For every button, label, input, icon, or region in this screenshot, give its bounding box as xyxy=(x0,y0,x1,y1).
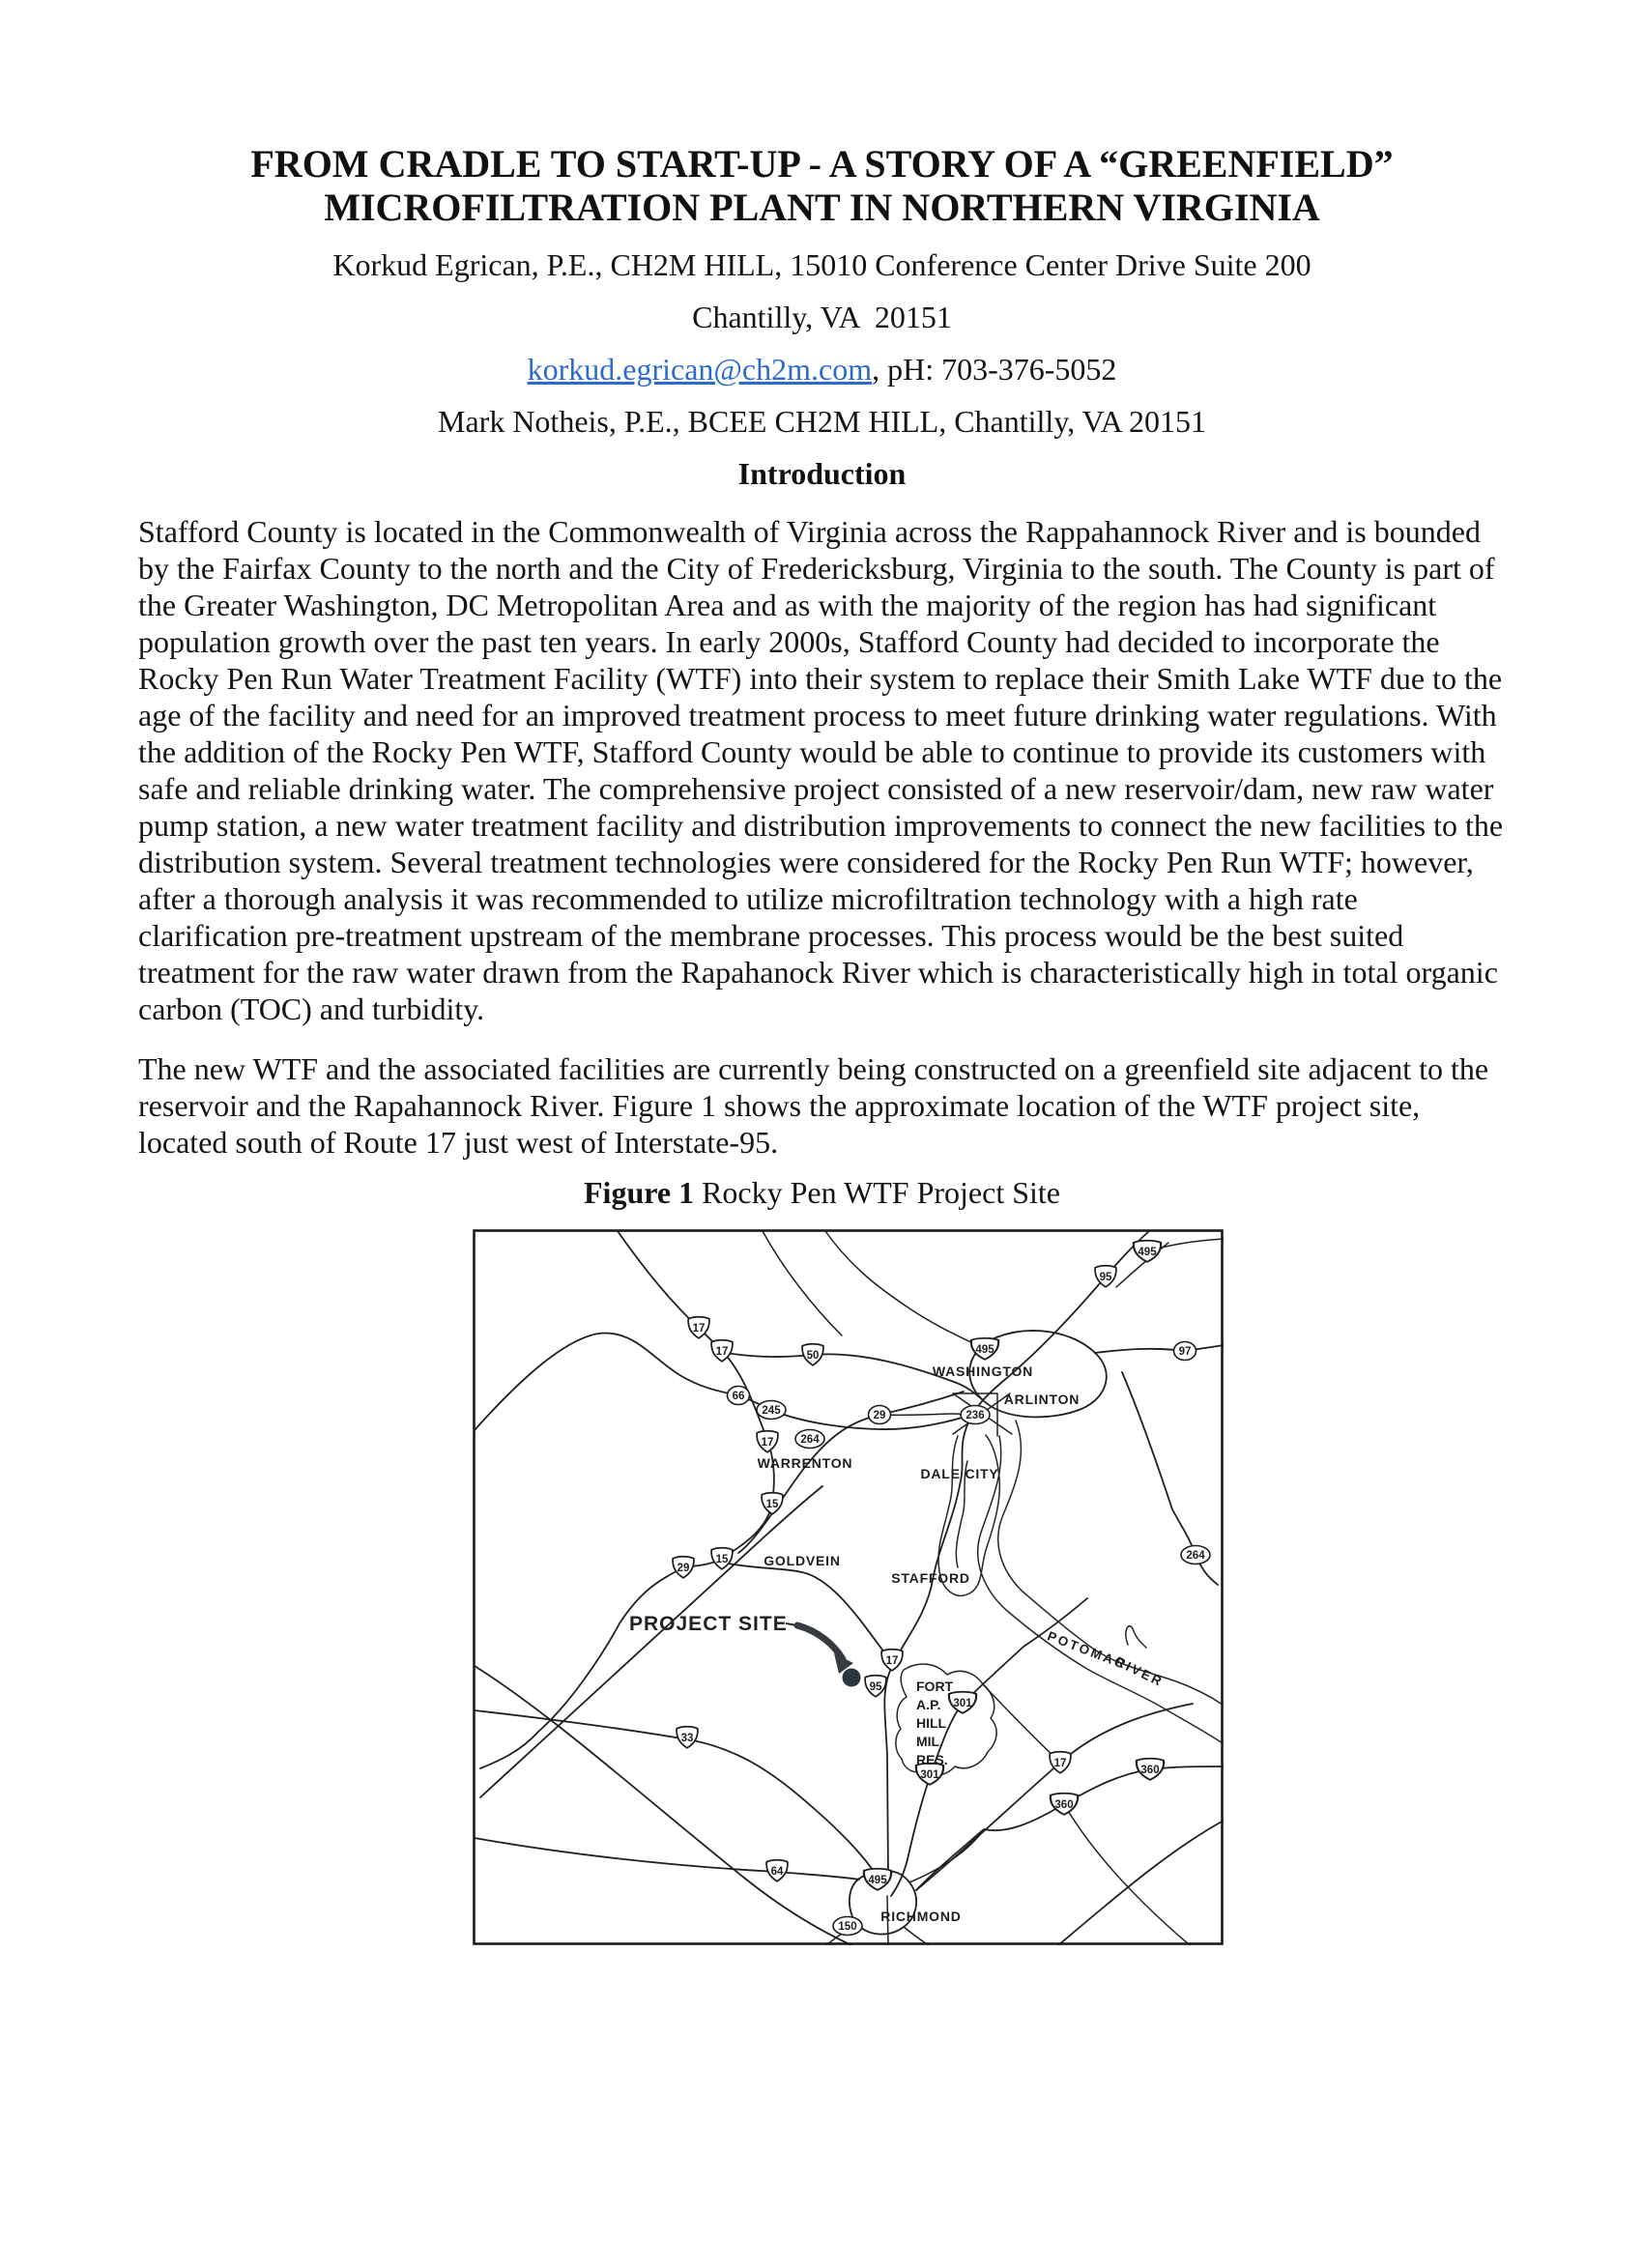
svg-text:236: 236 xyxy=(966,1410,985,1421)
river-label: POTOMAC xyxy=(1045,1628,1129,1673)
author-location: Chantilly, VA 20151 xyxy=(692,300,952,334)
svg-text:15: 15 xyxy=(765,1499,779,1510)
svg-text:495: 495 xyxy=(975,1344,994,1356)
section-heading-introduction: Introduction xyxy=(737,456,907,491)
svg-text:150: 150 xyxy=(838,1921,857,1933)
phone-text: , pH: 703-376-5052 xyxy=(872,352,1117,387)
figure-caption xyxy=(138,1174,1506,1211)
place-label-warrenton: WARRENTON xyxy=(757,1455,853,1471)
svg-text:29: 29 xyxy=(677,1563,690,1574)
figure-caption-label: Figure 1 xyxy=(584,1175,695,1210)
route-shield-33 xyxy=(677,1727,698,1748)
svg-text:97: 97 xyxy=(1178,1346,1192,1358)
route-shield-236 xyxy=(961,1406,990,1424)
route-shield-360 xyxy=(1051,1794,1078,1815)
svg-text:301: 301 xyxy=(953,1698,972,1709)
route-shield-29 xyxy=(869,1406,891,1424)
route-shield-95 xyxy=(1095,1266,1116,1287)
place-label-washington: WASHINGTON xyxy=(932,1364,1034,1379)
route-shield-264 xyxy=(1181,1546,1210,1565)
svg-text:495: 495 xyxy=(868,1875,887,1886)
svg-text:17: 17 xyxy=(885,1655,899,1667)
svg-text:360: 360 xyxy=(1140,1765,1160,1776)
fort-ap-hill-label-line: RES. xyxy=(916,1752,948,1767)
contact-line xyxy=(138,351,1506,388)
svg-text:301: 301 xyxy=(920,1769,939,1781)
map-route-shields xyxy=(673,1241,1210,1936)
map-svg xyxy=(473,1229,1224,1945)
figure-caption-text: Rocky Pen WTF Project Site xyxy=(694,1175,1060,1210)
place-label-stafford: STAFFORD xyxy=(891,1570,970,1586)
email-link[interactable]: korkud.egrican@ch2m.com xyxy=(527,352,873,387)
route-shield-245 xyxy=(757,1401,786,1420)
intro-paragraph-1: Stafford County is located in the Commonwealth of Virginia across the Rappahannock River and is bounded by the Fairfax County to the north and the City of Fredericksburg, Virginia to the south. The County is part of the Greater Washington, DC Metropolitan Area and as with the majority of the region has had significant population growth over the past ten years. In early 2000s, Stafford County had decided to incorporate the Rocky Pen Run Water Treatment Facility (WTF) into their system to replace their Smith Lake WTF due to the age of the facility and need for an improved treatment process to meet future drinking water regulations. With the addition of the Rocky Pen WTF, Stafford County would be able to continue to provide its customers with safe and reliable drinking water. The comprehensive project consisted of a new reservoir/dam, new raw water pump station, a new water treatment facility and distribution improvements to connect the new facilities to the distribution system. Several treatment technologies were considered for the Rocky Pen Run WTF; however, after a thorough analysis it was recommended to utilize microfiltration technology with a high rate clarification pre-treatment upstream of the membrane processes. This process would be the best suited treatment for the raw water drawn from the Rapahanock River which is characteristically high in total organic carbon (TOC) and turbidity. xyxy=(138,514,1504,1026)
svg-text:95: 95 xyxy=(869,1681,882,1693)
svg-text:17: 17 xyxy=(761,1437,774,1449)
route-shield-97 xyxy=(1174,1342,1196,1361)
route-shield-50 xyxy=(802,1344,823,1365)
svg-text:264: 264 xyxy=(1186,1550,1205,1562)
fort-ap-hill-label-line: HILL xyxy=(916,1715,947,1731)
title-line-1: FROM CRADLE TO START-UP - A STORY OF A “GREENFIELD” xyxy=(250,142,1394,186)
svg-text:17: 17 xyxy=(1053,1758,1067,1769)
route-shield-17 xyxy=(881,1650,903,1671)
place-label-arlinton: ARLINTON xyxy=(1003,1392,1081,1407)
fort-ap-hill-label-line: MIL. xyxy=(916,1734,943,1749)
route-shield-495 xyxy=(864,1869,891,1890)
map-roads xyxy=(475,1231,1224,1945)
route-shield-64 xyxy=(766,1860,788,1881)
svg-text:245: 245 xyxy=(762,1405,781,1417)
svg-text:95: 95 xyxy=(1099,1272,1112,1283)
route-shield-264 xyxy=(795,1430,824,1449)
svg-text:15: 15 xyxy=(715,1554,729,1565)
place-label-richmond: RICHMOND xyxy=(880,1909,962,1924)
page-title xyxy=(138,142,1506,229)
map-fort-label xyxy=(916,1679,954,1767)
project-site-annotation xyxy=(629,1613,861,1687)
route-shield-66 xyxy=(728,1387,750,1405)
svg-text:264: 264 xyxy=(800,1434,820,1446)
project-site-dot xyxy=(843,1669,861,1687)
paper-page xyxy=(0,142,1643,1945)
river-label: RIVER xyxy=(1112,1653,1167,1690)
place-label-dale-city: DALE CITY xyxy=(920,1466,999,1481)
svg-text:29: 29 xyxy=(873,1410,886,1421)
route-shield-95 xyxy=(865,1676,886,1697)
intro-paragraph-2: The new WTF and the associated facilities are currently being constructed on a greenfield site adjacent to the reservoir and the Rapahannock River. Figure 1 shows the approximate location of the WTF project site, located south of Route 17 just west of Interstate-95. xyxy=(138,1051,1489,1160)
fort-ap-hill-label-line: FORT xyxy=(916,1679,954,1694)
route-shield-17 xyxy=(757,1431,778,1452)
route-shield-360 xyxy=(1137,1759,1164,1780)
svg-text:17: 17 xyxy=(692,1323,706,1335)
svg-text:495: 495 xyxy=(1138,1247,1157,1258)
svg-text:360: 360 xyxy=(1054,1799,1074,1811)
svg-text:50: 50 xyxy=(806,1350,820,1362)
fort-ap-hill-label-line: A.P. xyxy=(916,1697,941,1712)
project-site-arrow xyxy=(797,1625,843,1659)
route-shield-15 xyxy=(762,1493,783,1514)
svg-text:17: 17 xyxy=(715,1346,729,1358)
route-shield-495 xyxy=(1134,1241,1161,1262)
route-shield-15 xyxy=(711,1548,733,1569)
route-shield-150 xyxy=(833,1917,862,1936)
coauthor-line: Mark Notheis, P.E., BCEE CH2M HILL, Chantilly, VA 20151 xyxy=(438,404,1206,439)
route-shield-495 xyxy=(971,1338,998,1360)
place-label-goldvein: GOLDVEIN xyxy=(764,1553,841,1568)
route-shield-29 xyxy=(673,1557,694,1578)
author-line: Korkud Egrican, P.E., CH2M HILL, 15010 Conference Center Drive Suite 200 xyxy=(332,247,1312,282)
svg-text:33: 33 xyxy=(680,1733,694,1744)
project-site-label: PROJECT SITE xyxy=(629,1613,788,1635)
figure-1-map xyxy=(473,1229,1224,1945)
title-line-2: MICROFILTRATION PLANT IN NORTHERN VIRGINIA xyxy=(324,186,1320,229)
svg-text:64: 64 xyxy=(770,1866,784,1878)
map-river-labels xyxy=(1046,1628,1167,1689)
route-shield-301 xyxy=(949,1692,976,1713)
svg-text:66: 66 xyxy=(732,1391,745,1402)
